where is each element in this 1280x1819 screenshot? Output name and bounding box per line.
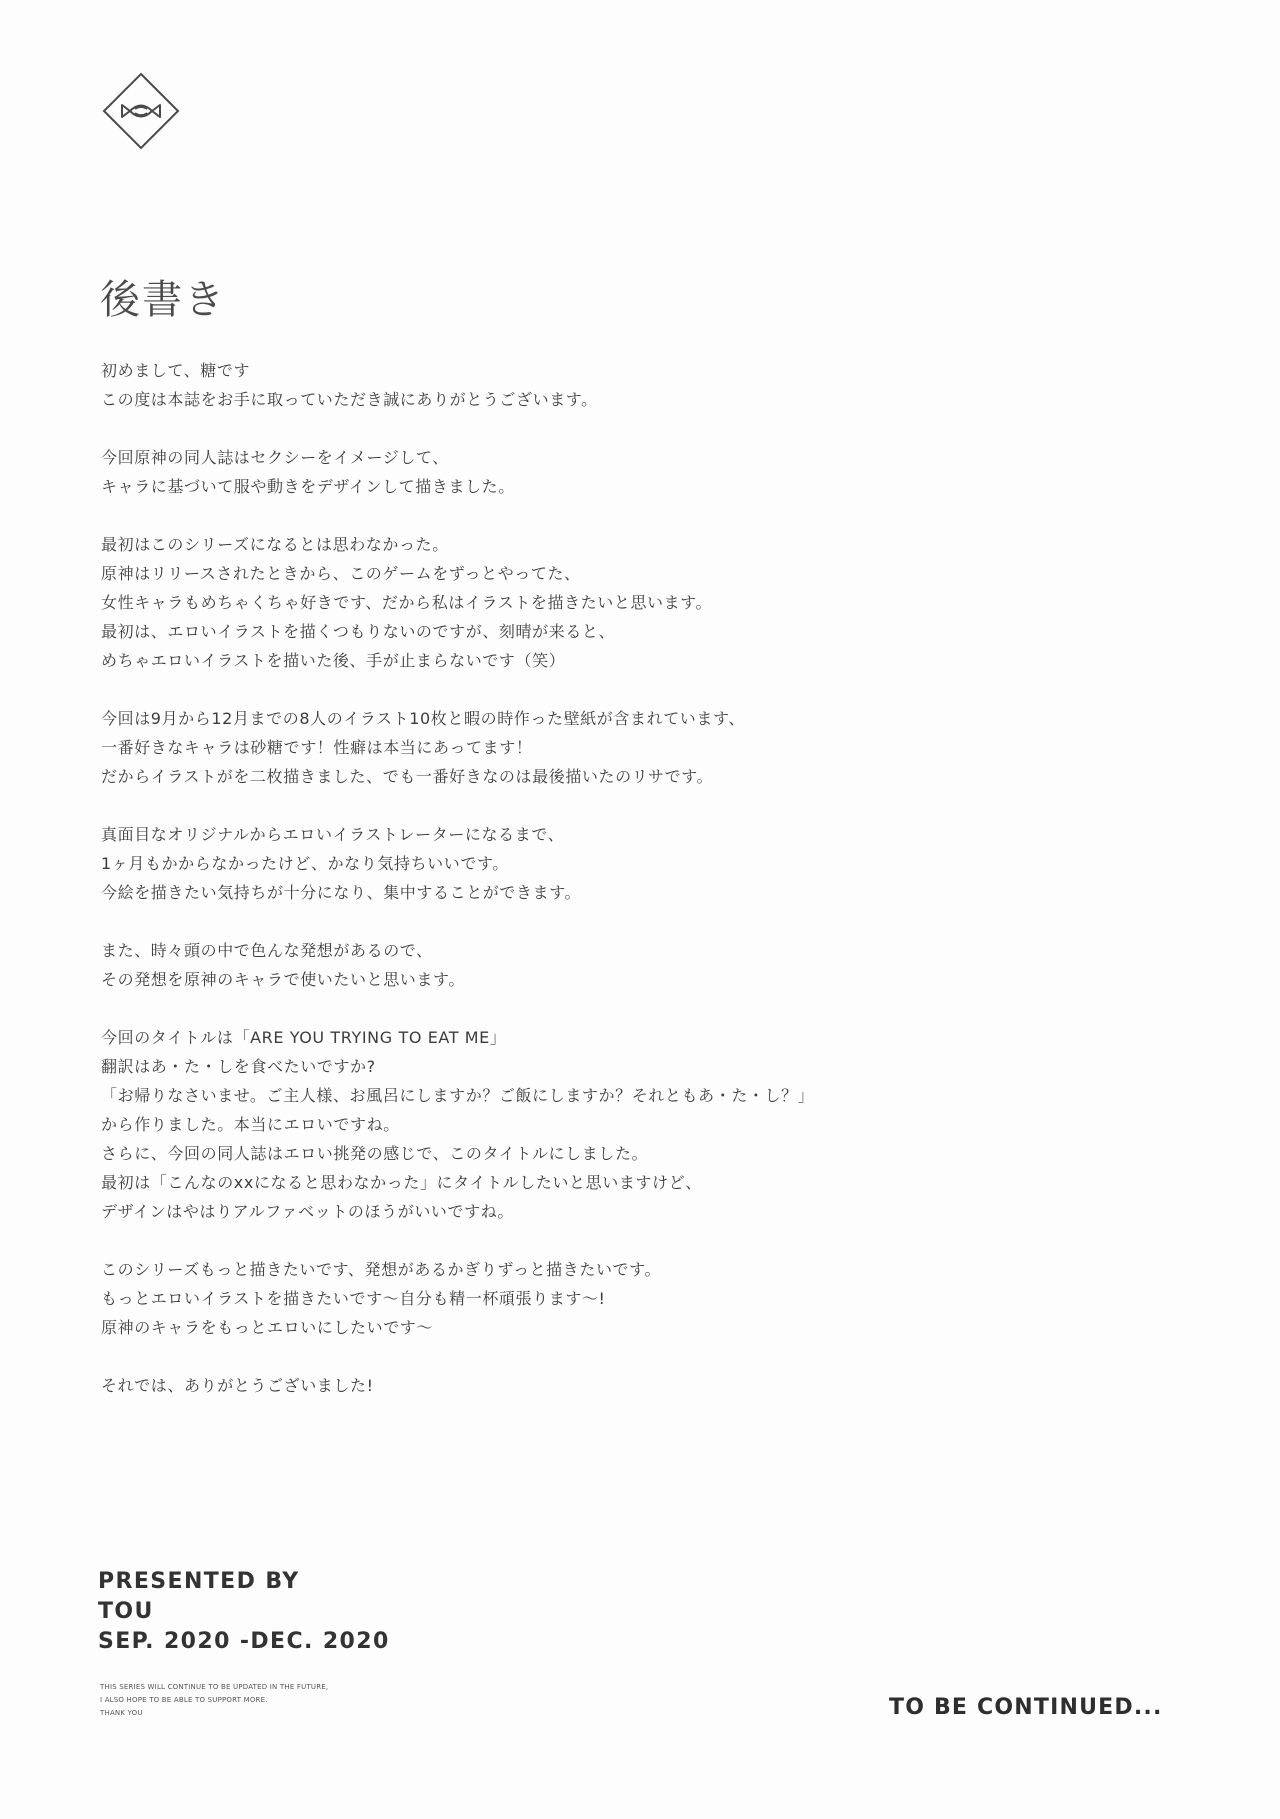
body-line: 最初は、エロいイラストを描くつもりないのですが、刻晴が来ると、 — [101, 622, 616, 641]
body-line: 原神のキャラをもっとエロいにしたいです～ — [101, 1318, 434, 1337]
body-line: 女性キャラもめちゃくちゃ好きです、だから私はイラストを描きたいと思います。 — [101, 593, 713, 612]
author-name: TOU — [98, 1599, 154, 1624]
to-be-continued-text: TO BE CONTINUED... — [889, 1695, 1163, 1720]
body-line: から作りました。本当にエロいですね。 — [101, 1115, 400, 1134]
body-line: 今回のタイトルは「ARE YOU TRYING TO EAT ME」 — [101, 1028, 507, 1047]
body-line: 今絵を描きたい気持ちが十分になり、集中することができます。 — [101, 883, 582, 902]
page-title: 後書き — [100, 277, 226, 323]
body-line: 初めまして、糖です — [101, 361, 251, 380]
presented-by-label: PRESENTED BY — [98, 1569, 300, 1594]
body-line: 「お帰りなさいませ。ご主人様、お風呂にしますか？ご飯にしますか？それともあ・た・し？」 — [101, 1086, 815, 1105]
paragraph-spacer — [101, 414, 1101, 443]
body-line: もっとエロいイラストを描きたいです～自分も精一杯頑張ります～! — [101, 1289, 606, 1308]
body-line: それでは、ありがとうございました! — [101, 1376, 374, 1395]
paragraph-spacer — [101, 501, 1101, 530]
fine-print-line: I ALSO HOPE TO BE ABLE TO SUPPORT MORE. — [100, 1696, 268, 1704]
body-line: デザインはやはりアルファベットのほうがいいですね。 — [101, 1202, 514, 1221]
afterword-body — [101, 356, 1101, 1400]
paragraph-spacer — [101, 907, 1101, 936]
body-line: 今回は9月から12月までの8人のイラスト10枚と暇の時作った壁紙が含まれています、 — [101, 709, 745, 728]
body-line: この度は本誌をお手に取っていただき誠にありがとうございます。 — [101, 390, 598, 409]
body-line: その発想を原神のキャラで使いたいと思います。 — [101, 970, 465, 989]
paragraph-spacer — [101, 675, 1101, 704]
body-line: さらに、今回の同人誌はエロい挑発の感じで、このタイトルにしました。 — [101, 1144, 649, 1163]
body-line: このシリーズもっと描きたいです、発想があるかぎりずっと描きたいです。 — [101, 1260, 662, 1279]
body-line: 最初はこのシリーズになるとは思わなかった。 — [101, 535, 449, 554]
body-line: 翻訳はあ・た・しを食べたいですか? — [101, 1057, 376, 1076]
fine-print — [100, 1681, 328, 1720]
credits-block — [98, 1567, 390, 1657]
body-line: また、時々頭の中で色んな発想があるので、 — [101, 941, 433, 960]
body-line: 一番好きなキャラは砂糖です！性癖は本当にあってます！ — [101, 738, 533, 757]
fine-print-line: THIS SERIES WILL CONTINUE TO BE UPDATED IN THE FUTURE, — [100, 1683, 329, 1691]
paragraph-spacer — [101, 791, 1101, 820]
body-line: 原神はリリースされたときから、このゲームをずっとやってた、 — [101, 564, 581, 583]
paragraph-spacer — [101, 994, 1101, 1023]
paragraph-spacer — [101, 1342, 1101, 1371]
body-line: 最初は「こんなのxxになると思わなかった」にタイトルしたいと思いますけど、 — [101, 1173, 702, 1192]
body-line: キャラに基づいて服や動きをデザインして描きました。 — [101, 477, 515, 496]
body-line: 1ヶ月もかからなかったけど、かなり気持ちいいです。 — [101, 854, 509, 873]
body-line: めちゃエロいイラストを描いた後、手が止まらないです（笑） — [101, 651, 566, 670]
paragraph-spacer — [101, 1226, 1101, 1255]
body-line: 今回原神の同人誌はセクシーをイメージして、 — [101, 448, 449, 467]
body-line: だからイラストがを二枚描きました、でも一番好きなのは最後描いたのリサです。 — [101, 767, 714, 786]
candy-diamond-logo-icon — [102, 72, 180, 150]
fine-print-line: THANK YOU — [100, 1709, 143, 1717]
period-text: SEP. 2020 -DEC. 2020 — [98, 1629, 390, 1654]
body-line: 真面目なオリジナルからエロいイラストレーターになるまで、 — [101, 825, 565, 844]
